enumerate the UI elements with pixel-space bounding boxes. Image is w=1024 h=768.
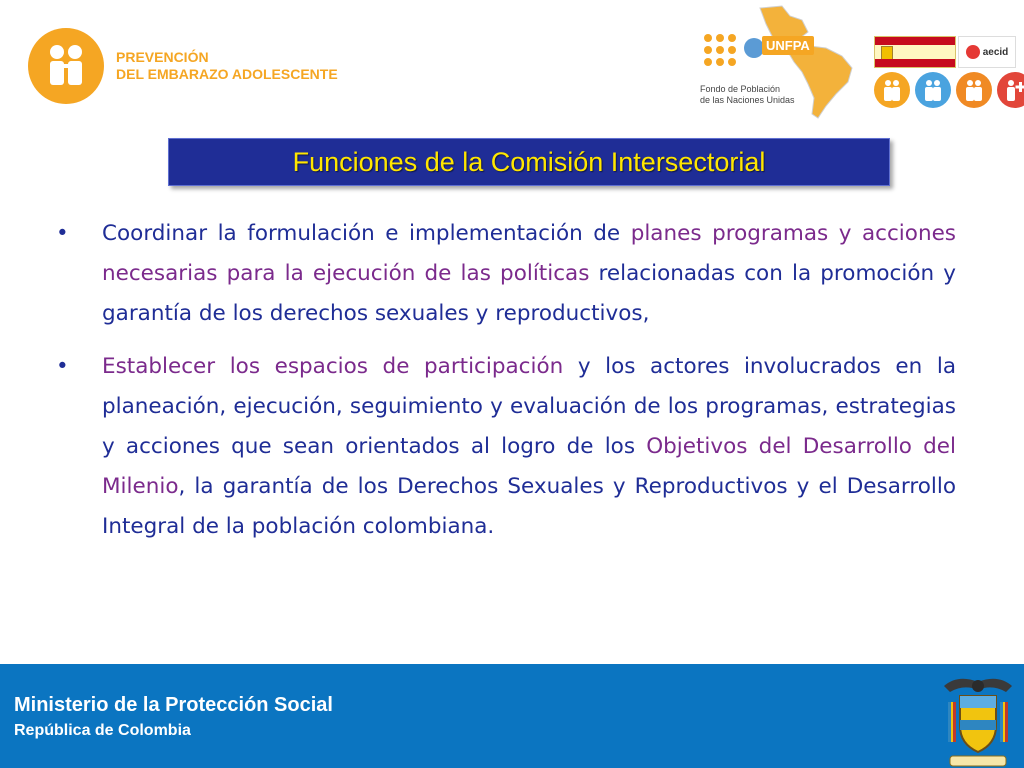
footer-ministry: Ministerio de la Protección Social [14,694,333,716]
bullet-icon: • [56,354,69,379]
prevencion-logo [28,28,338,104]
family-badge-icon [915,72,951,108]
health-badge-icon [997,72,1024,108]
bullet-icon: • [56,221,69,246]
logo-line-2: DEL EMBARAZO ADOLESCENTE [116,66,338,82]
couple-badge-icon [874,72,910,108]
bullet-2-seg-4: , la garantía de los Derechos Sexuales y Reproductivos y el Desarrollo Integral de la población colombiana. [102,474,956,539]
slide-footer [0,664,1024,768]
un-globe-icon [744,38,764,58]
aecid-label: aecid [982,46,1009,58]
colombia-coat-of-arms-icon [936,672,1020,768]
bullet-2-seg-3: Objetivos del Desarrollo del Milenio [102,434,956,499]
program-badges [874,72,1024,108]
bullet-item-2 [56,347,956,547]
aecid-logo [958,36,1016,68]
adolescents-icon [28,28,104,104]
bullet-1-text [102,221,956,326]
unfpa-caption-line-2: de las Naciones Unidas [700,95,795,105]
slide-title-box [168,138,890,186]
footer-country: República de Colombia [14,722,191,739]
bullet-2-seg-1: Establecer los espacios de participación [102,354,564,379]
bullet-2-text [102,354,956,539]
slide-title: Funciones de la Comisión Intersectorial [292,146,766,177]
bullet-1-seg-3: relacionadas con la promoción y garantía de los derechos sexuales y reproductivos, [102,261,956,326]
unfpa-label: UNFPA [762,36,814,55]
bullet-item-1 [56,214,956,334]
unfpa-caption-line-1: Fondo de Población [700,84,781,94]
spain-ministry-logo [874,36,956,68]
slide-content [56,214,956,547]
children-badge-icon [956,72,992,108]
aecid-c-icon [966,45,980,59]
bullet-2-seg-2: y los actores involucrados en la planeación, ejecución, seguimiento y evaluación de los programas, estrategias y acciones que sean orientados al logro de los [102,354,957,459]
bullet-1-seg-1: Coordinar la formulación e implementación de [102,221,631,246]
logo-line-1: PREVENCIÓN [116,49,209,65]
unfpa-dots-icon [700,30,744,74]
unfpa-caption [700,84,820,106]
bullet-1-seg-2: planes programas y acciones necesarias para la ejecución de las políticas [102,221,956,286]
spain-crest-icon [881,46,893,60]
prevencion-logo-text [116,49,338,83]
slide-header [0,0,1024,120]
